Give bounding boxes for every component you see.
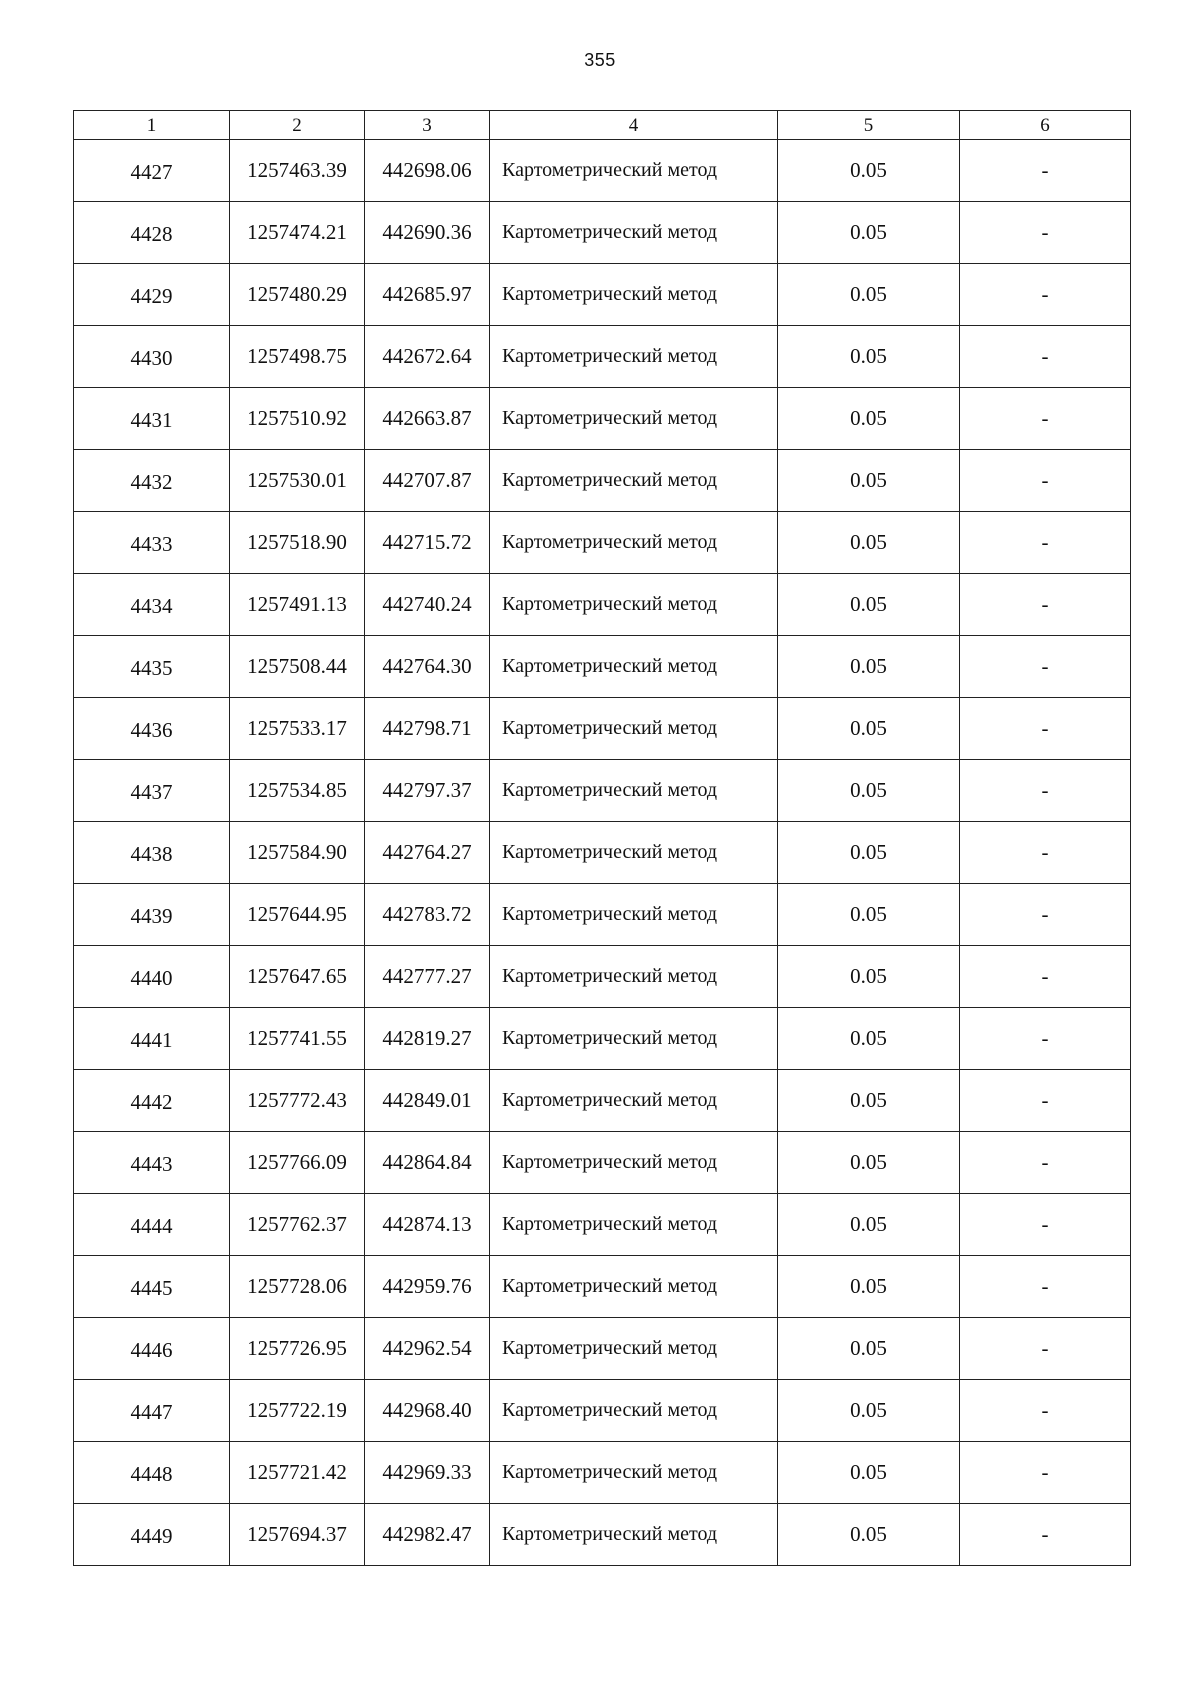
- precision-cell: 0.05: [778, 1008, 960, 1070]
- point-number-cell: 4432: [74, 450, 230, 512]
- precision-cell: 0.05: [778, 512, 960, 574]
- coordinate-x-cell: 1257762.37: [230, 1194, 365, 1256]
- table-row: [74, 450, 1131, 512]
- coordinate-y-cell: 442764.30: [365, 636, 490, 698]
- coordinate-y-cell: 442819.27: [365, 1008, 490, 1070]
- coordinate-y-cell: 442849.01: [365, 1070, 490, 1132]
- table-row: [74, 1318, 1131, 1380]
- table-row: [74, 884, 1131, 946]
- point-number-cell: 4431: [74, 388, 230, 450]
- column-header-2: 2: [230, 111, 365, 140]
- column-header-4: 4: [490, 111, 778, 140]
- point-number-cell: 4427: [74, 140, 230, 202]
- point-number-cell: 4447: [74, 1380, 230, 1442]
- coordinate-y-cell: 442864.84: [365, 1132, 490, 1194]
- note-cell: -: [960, 140, 1131, 202]
- coordinate-x-cell: 1257480.29: [230, 264, 365, 326]
- table-row: [74, 1194, 1131, 1256]
- precision-cell: 0.05: [778, 1132, 960, 1194]
- coordinate-x-cell: 1257722.19: [230, 1380, 365, 1442]
- coordinate-x-cell: 1257510.92: [230, 388, 365, 450]
- coordinate-x-cell: 1257491.13: [230, 574, 365, 636]
- column-header-1: 1: [74, 111, 230, 140]
- table-row: [74, 574, 1131, 636]
- coordinate-y-cell: 442715.72: [365, 512, 490, 574]
- precision-cell: 0.05: [778, 450, 960, 512]
- precision-cell: 0.05: [778, 1442, 960, 1504]
- table-row: [74, 760, 1131, 822]
- note-cell: -: [960, 1070, 1131, 1132]
- coordinate-y-cell: 442764.27: [365, 822, 490, 884]
- method-cell: Картометрический метод: [490, 1194, 778, 1256]
- precision-cell: 0.05: [778, 1318, 960, 1380]
- note-cell: -: [960, 1008, 1131, 1070]
- table-row: [74, 388, 1131, 450]
- point-number-cell: 4429: [74, 264, 230, 326]
- coordinate-x-cell: 1257728.06: [230, 1256, 365, 1318]
- coordinate-x-cell: 1257741.55: [230, 1008, 365, 1070]
- coordinate-y-cell: 442874.13: [365, 1194, 490, 1256]
- precision-cell: 0.05: [778, 698, 960, 760]
- note-cell: -: [960, 574, 1131, 636]
- note-cell: -: [960, 760, 1131, 822]
- method-cell: Картометрический метод: [490, 512, 778, 574]
- note-cell: -: [960, 636, 1131, 698]
- coordinate-x-cell: 1257766.09: [230, 1132, 365, 1194]
- coordinate-x-cell: 1257498.75: [230, 326, 365, 388]
- point-number-cell: 4436: [74, 698, 230, 760]
- coordinate-y-cell: 442740.24: [365, 574, 490, 636]
- method-cell: Картометрический метод: [490, 202, 778, 264]
- coordinate-y-cell: 442797.37: [365, 760, 490, 822]
- precision-cell: 0.05: [778, 388, 960, 450]
- table-row: [74, 636, 1131, 698]
- precision-cell: 0.05: [778, 760, 960, 822]
- coordinate-y-cell: 442690.36: [365, 202, 490, 264]
- coordinate-x-cell: 1257721.42: [230, 1442, 365, 1504]
- coordinate-y-cell: 442698.06: [365, 140, 490, 202]
- method-cell: Картометрический метод: [490, 450, 778, 512]
- point-number-cell: 4444: [74, 1194, 230, 1256]
- point-number-cell: 4449: [74, 1504, 230, 1566]
- method-cell: Картометрический метод: [490, 760, 778, 822]
- precision-cell: 0.05: [778, 1194, 960, 1256]
- coordinate-x-cell: 1257508.44: [230, 636, 365, 698]
- point-number-cell: 4448: [74, 1442, 230, 1504]
- page-number: 355: [584, 50, 616, 70]
- precision-cell: 0.05: [778, 884, 960, 946]
- precision-cell: 0.05: [778, 822, 960, 884]
- coordinate-x-cell: 1257584.90: [230, 822, 365, 884]
- table-row: [74, 822, 1131, 884]
- table-row: [74, 264, 1131, 326]
- note-cell: -: [960, 1194, 1131, 1256]
- note-cell: -: [960, 512, 1131, 574]
- precision-cell: 0.05: [778, 1256, 960, 1318]
- note-cell: -: [960, 326, 1131, 388]
- precision-cell: 0.05: [778, 140, 960, 202]
- coordinate-x-cell: 1257772.43: [230, 1070, 365, 1132]
- coordinate-y-cell: 442707.87: [365, 450, 490, 512]
- table-row: [74, 1008, 1131, 1070]
- coordinate-x-cell: 1257518.90: [230, 512, 365, 574]
- coordinate-y-cell: 442783.72: [365, 884, 490, 946]
- method-cell: Картометрический метод: [490, 822, 778, 884]
- note-cell: -: [960, 884, 1131, 946]
- column-header-3: 3: [365, 111, 490, 140]
- note-cell: -: [960, 946, 1131, 1008]
- note-cell: -: [960, 264, 1131, 326]
- table-row: [74, 1504, 1131, 1566]
- table-row: [74, 140, 1131, 202]
- point-number-cell: 4434: [74, 574, 230, 636]
- table-row: [74, 1132, 1131, 1194]
- coordinate-y-cell: 442663.87: [365, 388, 490, 450]
- table-row: [74, 698, 1131, 760]
- table-row: [74, 946, 1131, 1008]
- note-cell: -: [960, 1318, 1131, 1380]
- header-row: [74, 111, 1131, 140]
- point-number-cell: 4441: [74, 1008, 230, 1070]
- table-header: [74, 111, 1131, 140]
- point-number-cell: 4428: [74, 202, 230, 264]
- method-cell: Картометрический метод: [490, 1504, 778, 1566]
- method-cell: Картометрический метод: [490, 698, 778, 760]
- method-cell: Картометрический метод: [490, 264, 778, 326]
- coordinate-x-cell: 1257530.01: [230, 450, 365, 512]
- precision-cell: 0.05: [778, 946, 960, 1008]
- coordinates-table: [73, 110, 1131, 1566]
- coordinate-y-cell: 442968.40: [365, 1380, 490, 1442]
- coordinate-y-cell: 442777.27: [365, 946, 490, 1008]
- point-number-cell: 4443: [74, 1132, 230, 1194]
- table-row: [74, 1256, 1131, 1318]
- coordinate-x-cell: 1257694.37: [230, 1504, 365, 1566]
- precision-cell: 0.05: [778, 1504, 960, 1566]
- coordinate-y-cell: 442962.54: [365, 1318, 490, 1380]
- note-cell: -: [960, 388, 1131, 450]
- point-number-cell: 4446: [74, 1318, 230, 1380]
- point-number-cell: 4430: [74, 326, 230, 388]
- table-body: [74, 140, 1131, 1566]
- method-cell: Картометрический метод: [490, 1070, 778, 1132]
- point-number-cell: 4440: [74, 946, 230, 1008]
- precision-cell: 0.05: [778, 1070, 960, 1132]
- method-cell: Картометрический метод: [490, 1318, 778, 1380]
- precision-cell: 0.05: [778, 574, 960, 636]
- coordinate-x-cell: 1257644.95: [230, 884, 365, 946]
- table-row: [74, 512, 1131, 574]
- method-cell: Картометрический метод: [490, 884, 778, 946]
- note-cell: -: [960, 450, 1131, 512]
- method-cell: Картометрический метод: [490, 636, 778, 698]
- method-cell: Картометрический метод: [490, 1380, 778, 1442]
- method-cell: Картометрический метод: [490, 1008, 778, 1070]
- coordinate-y-cell: 442959.76: [365, 1256, 490, 1318]
- point-number-cell: 4435: [74, 636, 230, 698]
- table-row: [74, 1442, 1131, 1504]
- table-row: [74, 1380, 1131, 1442]
- coordinate-y-cell: 442798.71: [365, 698, 490, 760]
- point-number-cell: 4438: [74, 822, 230, 884]
- coordinate-y-cell: 442685.97: [365, 264, 490, 326]
- coordinate-x-cell: 1257534.85: [230, 760, 365, 822]
- method-cell: Картометрический метод: [490, 574, 778, 636]
- note-cell: -: [960, 822, 1131, 884]
- point-number-cell: 4445: [74, 1256, 230, 1318]
- coordinate-x-cell: 1257463.39: [230, 140, 365, 202]
- table-row: [74, 202, 1131, 264]
- column-header-6: 6: [960, 111, 1131, 140]
- method-cell: Картометрический метод: [490, 140, 778, 202]
- note-cell: -: [960, 202, 1131, 264]
- method-cell: Картометрический метод: [490, 388, 778, 450]
- coordinate-y-cell: 442969.33: [365, 1442, 490, 1504]
- point-number-cell: 4433: [74, 512, 230, 574]
- note-cell: -: [960, 1132, 1131, 1194]
- precision-cell: 0.05: [778, 326, 960, 388]
- point-number-cell: 4437: [74, 760, 230, 822]
- note-cell: -: [960, 698, 1131, 760]
- precision-cell: 0.05: [778, 1380, 960, 1442]
- method-cell: Картометрический метод: [490, 326, 778, 388]
- point-number-cell: 4442: [74, 1070, 230, 1132]
- method-cell: Картометрический метод: [490, 946, 778, 1008]
- coordinate-x-cell: 1257647.65: [230, 946, 365, 1008]
- column-header-5: 5: [778, 111, 960, 140]
- coordinate-y-cell: 442672.64: [365, 326, 490, 388]
- coordinate-x-cell: 1257533.17: [230, 698, 365, 760]
- point-number-cell: 4439: [74, 884, 230, 946]
- precision-cell: 0.05: [778, 202, 960, 264]
- note-cell: -: [960, 1256, 1131, 1318]
- coordinate-y-cell: 442982.47: [365, 1504, 490, 1566]
- coordinate-x-cell: 1257474.21: [230, 202, 365, 264]
- note-cell: -: [960, 1504, 1131, 1566]
- coordinate-x-cell: 1257726.95: [230, 1318, 365, 1380]
- table-row: [74, 326, 1131, 388]
- method-cell: Картометрический метод: [490, 1442, 778, 1504]
- precision-cell: 0.05: [778, 264, 960, 326]
- table-row: [74, 1070, 1131, 1132]
- precision-cell: 0.05: [778, 636, 960, 698]
- note-cell: -: [960, 1442, 1131, 1504]
- method-cell: Картометрический метод: [490, 1132, 778, 1194]
- method-cell: Картометрический метод: [490, 1256, 778, 1318]
- note-cell: -: [960, 1380, 1131, 1442]
